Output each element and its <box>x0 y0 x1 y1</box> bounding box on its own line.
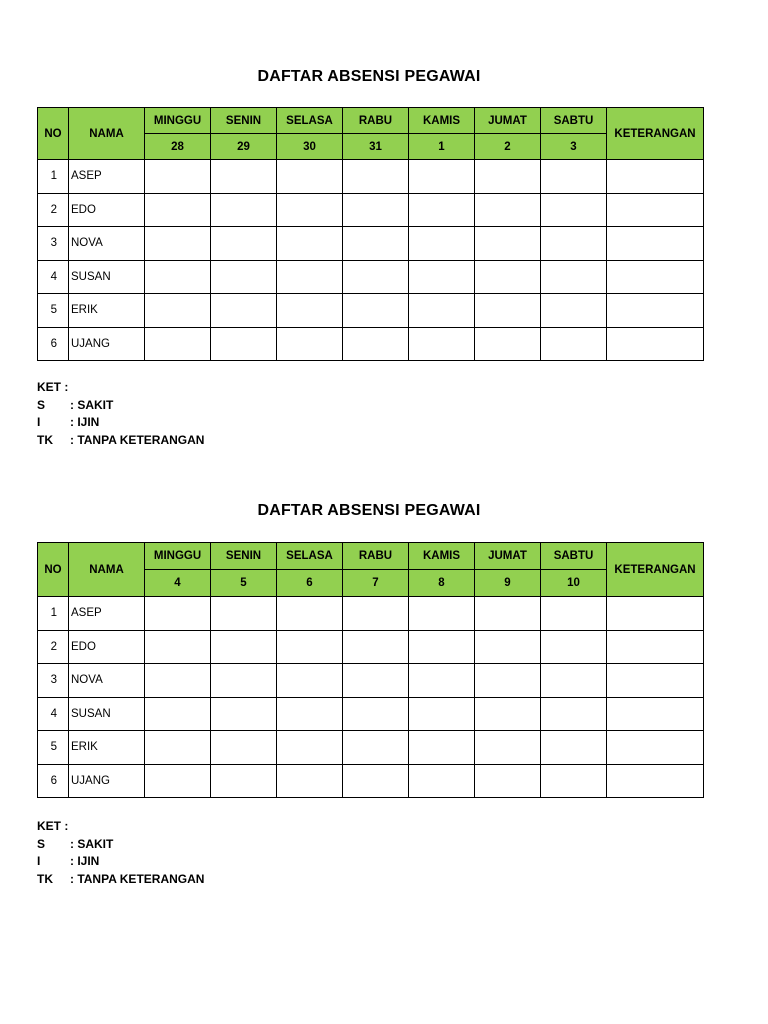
attendance-cell[interactable] <box>409 664 475 698</box>
attendance-cell[interactable] <box>145 294 211 328</box>
attendance-cell[interactable] <box>541 294 607 328</box>
legend-item <box>37 853 204 871</box>
attendance-cell[interactable] <box>145 630 211 664</box>
attendance-cell[interactable] <box>211 260 277 294</box>
legend-item <box>37 397 204 415</box>
row-no: 2 <box>38 193 69 227</box>
header-day-name: MINGGU <box>145 543 211 570</box>
attendance-cell[interactable] <box>277 664 343 698</box>
attendance-cell[interactable] <box>145 597 211 631</box>
legend-heading: KET : <box>37 380 69 394</box>
header-day-name: KAMIS <box>409 543 475 570</box>
keterangan-cell[interactable] <box>607 764 704 798</box>
header-day-name: SABTU <box>541 543 607 570</box>
attendance-cell[interactable] <box>145 327 211 361</box>
row-no: 4 <box>38 697 69 731</box>
row-nama: UJANG <box>69 327 145 361</box>
legend-code: TK <box>37 432 53 447</box>
row-nama: SUSAN <box>69 260 145 294</box>
legend-item <box>37 432 204 450</box>
row-no: 3 <box>38 227 69 261</box>
attendance-cell[interactable] <box>541 160 607 194</box>
sheet-title: DAFTAR ABSENSI PEGAWAI <box>257 68 481 85</box>
legend <box>37 379 204 449</box>
legend-code: I <box>37 415 41 429</box>
attendance-cell[interactable] <box>145 731 211 765</box>
attendance-cell[interactable] <box>277 731 343 765</box>
row-nama: ASEP <box>69 160 145 194</box>
table-row <box>38 193 704 227</box>
header-keterangan: KETERANGAN <box>607 108 704 160</box>
row-no: 6 <box>38 764 69 798</box>
legend <box>37 818 204 888</box>
attendance-cell[interactable] <box>409 731 475 765</box>
table-row <box>38 160 704 194</box>
header-nama: NAMA <box>69 108 145 160</box>
header-day-date: 7 <box>343 570 409 597</box>
row-nama: NOVA <box>69 227 145 261</box>
keterangan-cell[interactable] <box>607 664 704 698</box>
attendance-cell[interactable] <box>211 630 277 664</box>
keterangan-cell[interactable] <box>607 597 704 631</box>
attendance-cell[interactable] <box>475 664 541 698</box>
attendance-cell[interactable] <box>211 731 277 765</box>
attendance-cell[interactable] <box>343 260 409 294</box>
attendance-cell[interactable] <box>211 294 277 328</box>
attendance-table <box>37 107 704 361</box>
attendance-cell[interactable] <box>277 327 343 361</box>
legend-desc: : IJIN <box>70 854 100 868</box>
header-day-name: SELASA <box>277 543 343 570</box>
table-row <box>38 227 704 261</box>
attendance-cell[interactable] <box>475 193 541 227</box>
table-row <box>38 697 704 731</box>
attendance-cell[interactable] <box>541 597 607 631</box>
attendance-cell[interactable] <box>343 697 409 731</box>
attendance-cell[interactable] <box>211 160 277 194</box>
header-day-date: 2 <box>475 134 541 160</box>
attendance-cell[interactable] <box>475 764 541 798</box>
header-day-name: RABU <box>343 543 409 570</box>
attendance-cell[interactable] <box>277 697 343 731</box>
header-no: NO <box>38 108 69 160</box>
header-day-date: 5 <box>211 570 277 597</box>
attendance-cell[interactable] <box>343 731 409 765</box>
attendance-cell[interactable] <box>277 260 343 294</box>
header-day-date: 9 <box>475 570 541 597</box>
attendance-cell[interactable] <box>409 697 475 731</box>
attendance-cell[interactable] <box>343 630 409 664</box>
row-no: 5 <box>38 294 69 328</box>
attendance-cell[interactable] <box>475 294 541 328</box>
table-row <box>38 630 704 664</box>
header-day-date: 8 <box>409 570 475 597</box>
attendance-cell[interactable] <box>277 630 343 664</box>
attendance-cell[interactable] <box>343 227 409 261</box>
attendance-cell[interactable] <box>277 160 343 194</box>
row-no: 1 <box>38 160 69 194</box>
row-no: 5 <box>38 731 69 765</box>
attendance-cell[interactable] <box>475 731 541 765</box>
table-row <box>38 294 704 328</box>
attendance-cell[interactable] <box>145 260 211 294</box>
attendance-cell[interactable] <box>541 697 607 731</box>
table-row <box>38 327 704 361</box>
attendance-cell[interactable] <box>475 260 541 294</box>
attendance-cell[interactable] <box>475 697 541 731</box>
header-day-date: 29 <box>211 134 277 160</box>
attendance-cell[interactable] <box>409 227 475 261</box>
keterangan-cell[interactable] <box>607 227 704 261</box>
attendance-cell[interactable] <box>145 764 211 798</box>
attendance-cell[interactable] <box>211 764 277 798</box>
row-no: 1 <box>38 597 69 631</box>
legend-item <box>37 414 204 432</box>
attendance-cell[interactable] <box>277 227 343 261</box>
header-day-date: 31 <box>343 134 409 160</box>
legend-item <box>37 836 204 854</box>
attendance-cell[interactable] <box>211 664 277 698</box>
keterangan-cell[interactable] <box>607 630 704 664</box>
attendance-cell[interactable] <box>211 697 277 731</box>
attendance-cell[interactable] <box>409 160 475 194</box>
attendance-cell[interactable] <box>343 193 409 227</box>
sheet-title: DAFTAR ABSENSI PEGAWAI <box>257 502 481 519</box>
attendance-cell[interactable] <box>409 260 475 294</box>
legend-desc: : SAKIT <box>70 397 114 412</box>
attendance-cell[interactable] <box>145 227 211 261</box>
legend-code: I <box>37 854 41 868</box>
attendance-cell[interactable] <box>409 193 475 227</box>
row-nama: EDO <box>69 193 145 227</box>
keterangan-cell[interactable] <box>607 294 704 328</box>
attendance-cell[interactable] <box>145 193 211 227</box>
attendance-cell[interactable] <box>541 227 607 261</box>
attendance-cell[interactable] <box>343 764 409 798</box>
attendance-cell[interactable] <box>409 327 475 361</box>
attendance-cell[interactable] <box>277 764 343 798</box>
row-nama: SUSAN <box>69 697 145 731</box>
header-day-name: KAMIS <box>409 108 475 134</box>
header-no: NO <box>38 543 69 597</box>
table-row <box>38 664 704 698</box>
legend-code: S <box>37 397 46 412</box>
header-day-name: SENIN <box>211 108 277 134</box>
attendance-cell[interactable] <box>343 597 409 631</box>
attendance-cell[interactable] <box>145 697 211 731</box>
attendance-cell[interactable] <box>343 160 409 194</box>
header-day-date: 10 <box>541 570 607 597</box>
legend-heading: KET : <box>37 819 69 833</box>
row-nama: NOVA <box>69 664 145 698</box>
attendance-cell[interactable] <box>541 630 607 664</box>
legend-code: TK <box>37 871 53 886</box>
attendance-cell[interactable] <box>211 597 277 631</box>
attendance-cell[interactable] <box>145 160 211 194</box>
attendance-cell[interactable] <box>277 294 343 328</box>
row-nama: EDO <box>69 630 145 664</box>
header-day-name: JUMAT <box>475 543 541 570</box>
row-no: 3 <box>38 664 69 698</box>
attendance-cell[interactable] <box>475 227 541 261</box>
table-body <box>38 597 704 798</box>
legend-item <box>37 871 204 889</box>
attendance-cell[interactable] <box>277 597 343 631</box>
header-day-date: 6 <box>277 570 343 597</box>
header-day-name: MINGGU <box>145 108 211 134</box>
header-day-date: 28 <box>145 134 211 160</box>
keterangan-cell[interactable] <box>607 160 704 194</box>
header-nama: NAMA <box>69 543 145 597</box>
attendance-cell[interactable] <box>409 630 475 664</box>
header-day-name: SENIN <box>211 543 277 570</box>
attendance-cell[interactable] <box>211 227 277 261</box>
attendance-cell[interactable] <box>541 731 607 765</box>
legend-desc: : TANPA KETERANGAN <box>70 432 205 447</box>
table-row <box>38 731 704 765</box>
attendance-cell[interactable] <box>211 327 277 361</box>
row-no: 6 <box>38 327 69 361</box>
attendance-cell[interactable] <box>409 294 475 328</box>
attendance-cell[interactable] <box>343 664 409 698</box>
attendance-cell[interactable] <box>541 327 607 361</box>
row-no: 2 <box>38 630 69 664</box>
attendance-cell[interactable] <box>475 630 541 664</box>
header-day-name: SABTU <box>541 108 607 134</box>
attendance-cell[interactable] <box>343 294 409 328</box>
header-day-date: 1 <box>409 134 475 160</box>
header-day-date: 4 <box>145 570 211 597</box>
row-nama: UJANG <box>69 764 145 798</box>
row-nama: ERIK <box>69 731 145 765</box>
attendance-cell[interactable] <box>475 597 541 631</box>
attendance-cell[interactable] <box>145 664 211 698</box>
attendance-cell[interactable] <box>541 260 607 294</box>
attendance-cell[interactable] <box>343 327 409 361</box>
attendance-cell[interactable] <box>409 764 475 798</box>
attendance-cell[interactable] <box>541 764 607 798</box>
attendance-cell[interactable] <box>475 327 541 361</box>
table-row <box>38 260 704 294</box>
legend-desc: : SAKIT <box>70 836 114 851</box>
attendance-cell[interactable] <box>277 193 343 227</box>
table-row <box>38 597 704 631</box>
attendance-cell[interactable] <box>475 160 541 194</box>
header-day-date: 3 <box>541 134 607 160</box>
keterangan-cell[interactable] <box>607 260 704 294</box>
table-body <box>38 160 704 361</box>
header-day-name: JUMAT <box>475 108 541 134</box>
attendance-cell[interactable] <box>211 193 277 227</box>
row-no: 4 <box>38 260 69 294</box>
keterangan-cell[interactable] <box>607 731 704 765</box>
row-nama: ERIK <box>69 294 145 328</box>
legend-desc: : IJIN <box>70 415 100 429</box>
header-keterangan: KETERANGAN <box>607 543 704 597</box>
row-nama: ASEP <box>69 597 145 631</box>
keterangan-cell[interactable] <box>607 193 704 227</box>
legend-code: S <box>37 836 46 851</box>
attendance-cell[interactable] <box>541 664 607 698</box>
attendance-table <box>37 542 704 798</box>
attendance-cell[interactable] <box>409 597 475 631</box>
keterangan-cell[interactable] <box>607 327 704 361</box>
keterangan-cell[interactable] <box>607 697 704 731</box>
header-day-name: RABU <box>343 108 409 134</box>
table-row <box>38 764 704 798</box>
header-day-name: SELASA <box>277 108 343 134</box>
legend-desc: : TANPA KETERANGAN <box>70 871 205 886</box>
header-day-date: 30 <box>277 134 343 160</box>
attendance-cell[interactable] <box>541 193 607 227</box>
